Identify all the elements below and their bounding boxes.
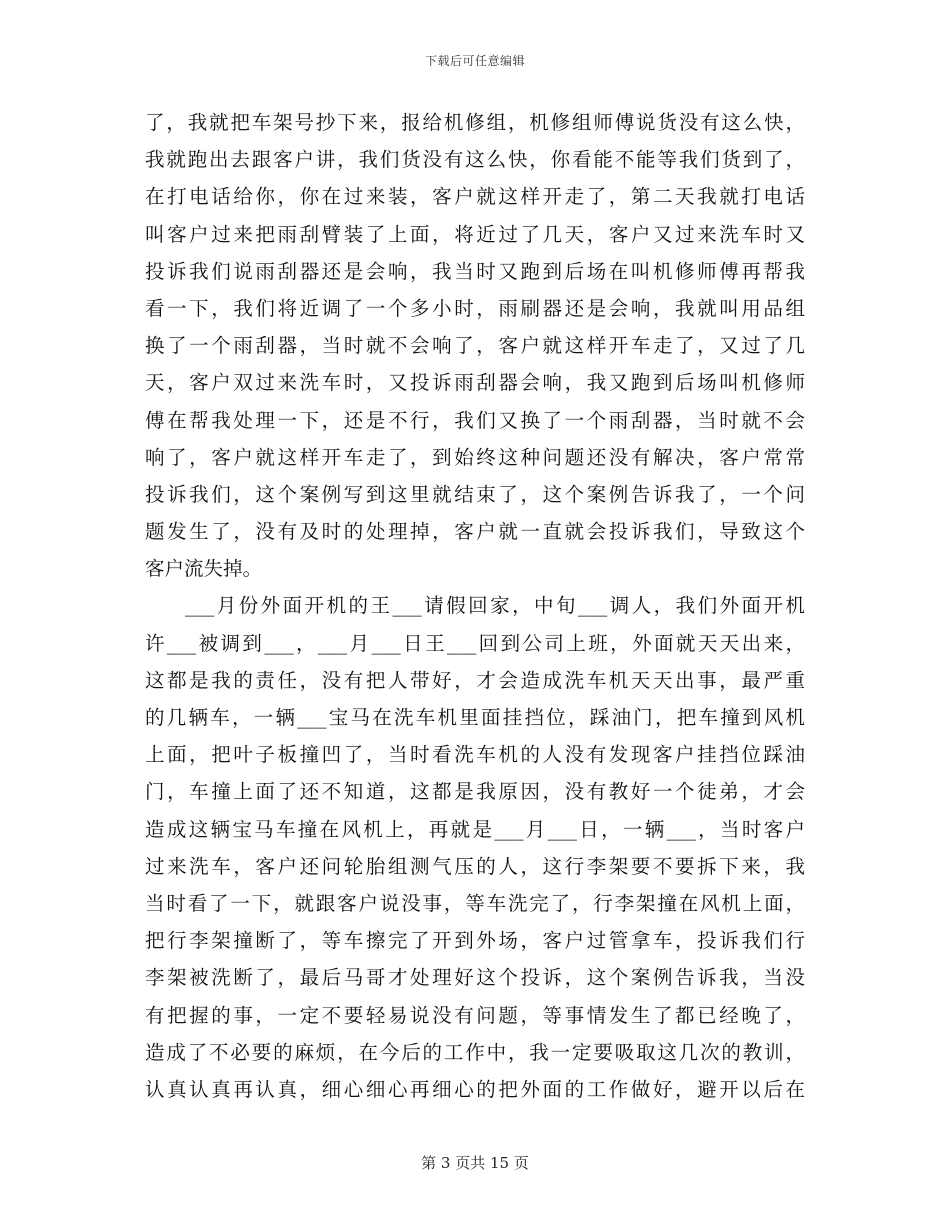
text-line: 了，我就把车架号抄下来，报给机修组，机修组师傅说货没有这么快， (145, 111, 805, 134)
page-header: 下载后可任意编辑 (424, 54, 525, 68)
text-line: 当时看了一下，就跟客户说没事，等车洗完了，行李架撞在风机上面， (145, 891, 805, 915)
page-footer: 第 3 页共 15 页 (421, 1154, 529, 1172)
document-body (145, 104, 805, 1108)
text-line: ___月份外面开机的王___请假回家，中旬___调人，我们外面开机 (185, 594, 805, 618)
text-line: 傅在帮我处理一下，还是不行，我们又换了一个雨刮器，当时就不会 (145, 408, 805, 432)
text-line: 造成了不必要的麻烦，在今后的工作中，我一定要吸取这几次的教训， (145, 1040, 805, 1064)
text-line: 造成这辆宝马车撞在风机上，再就是___月___日，一辆___，当时客户 (145, 817, 805, 841)
text-line: 这都是我的责任，没有把人带好，才会造成洗车机天天出事，最严重 (145, 668, 805, 692)
text-line: 叫客户过来把雨刮臂装了上面，将近过了几天，客户又过来洗车时又 (145, 222, 805, 246)
text-line: 李架被洗断了，最后马哥才处理好这个投诉，这个案例告诉我，当没 (145, 966, 805, 990)
text-line: 的几辆车，一辆___宝马在洗车机里面挂挡位，踩油门，把车撞到风机 (145, 706, 805, 729)
text-line: 门，车撞上面了还不知道，这都是我原因，没有教好一个徒弟，才会 (145, 780, 805, 804)
text-line: 题发生了，没有及时的处理掉，客户就一直就会投诉我们，导致这个 (145, 520, 805, 544)
text-line: 有把握的事，一定不要轻易说没有问题，等事情发生了都已经晚了， (145, 1003, 805, 1027)
text-line: 客户流失掉。 (145, 557, 263, 581)
text-line: 投诉我们，这个案例写到这里就结束了，这个案例告诉我了，一个问 (145, 482, 805, 506)
text-line: 过来洗车，客户还问轮胎组测气压的人，这行李架要不要拆下来，我 (145, 854, 805, 878)
text-line: 在打电话给你，你在过来装，客户就这样开走了，第二天我就打电话 (145, 185, 805, 209)
text-line: 响了，客户就这样开车走了，到始终这种问题还没有解决，客户常常 (145, 445, 805, 469)
text-line: 天，客户双过来洗车时，又投诉雨刮器会响，我又跑到后场叫机修师 (145, 371, 805, 395)
text-line: 我就跑出去跟客户讲，我们货没有这么快，你看能不能等我们货到了， (145, 148, 805, 172)
text-line: 把行李架撞断了，等车擦完了开到外场，客户过管拿车，投诉我们行 (145, 929, 805, 953)
text-line: 投诉我们说雨刮器还是会响，我当时又跑到后场在叫机修师傅再帮我 (145, 259, 805, 283)
text-line: 上面，把叶子板撞凹了，当时看洗车机的人没有发现客户挂挡位踩油 (145, 743, 805, 767)
text-line: 看一下，我们将近调了一个多小时，雨刷器还是会响，我就叫用品组 (145, 296, 805, 320)
text-line: 许___被调到___，___月___日王___回到公司上班，外面就天天出来， (145, 631, 805, 655)
text-line: 换了一个雨刮器，当时就不会响了，客户就这样开车走了，又过了几 (145, 334, 805, 358)
text-line: 认真认真再认真，细心细心再细心的把外面的工作做好，避开以后在 (145, 1077, 805, 1101)
